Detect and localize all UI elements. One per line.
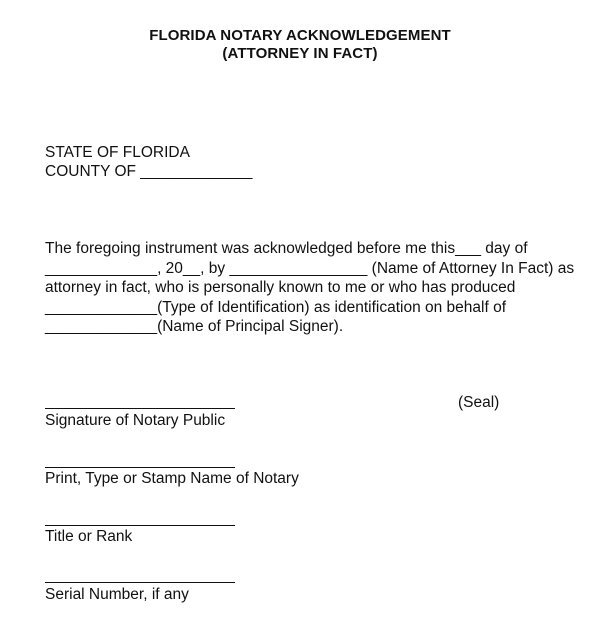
- paragraph-line-2: _____________, 20__, by ________________ (Name of Attorney In Fact) as: [45, 259, 575, 277]
- paragraph-line-5: _____________(Name of Principal Signer).: [45, 318, 344, 335]
- paragraph-line-1: The foregoing instrument was acknowledged before me this___ day of: [45, 240, 528, 257]
- serial-number-line: [45, 582, 235, 583]
- document-subtitle: (ATTORNEY IN FACT): [222, 45, 378, 62]
- document-title: FLORIDA NOTARY ACKNOWLEDGEMENT: [149, 27, 451, 44]
- print-name-line: [45, 467, 235, 468]
- seal-label: (Seal): [458, 394, 500, 411]
- print-name-label: Print, Type or Stamp Name of Notary: [45, 470, 299, 487]
- title-label: Title or Rank: [45, 528, 133, 545]
- state-line: STATE OF FLORIDA: [45, 144, 190, 161]
- title-line: [45, 525, 235, 526]
- signature-line: [45, 408, 235, 409]
- signature-label: Signature of Notary Public: [45, 412, 226, 429]
- serial-number-label: Serial Number, if any: [45, 586, 189, 603]
- acknowledgement-paragraph: [45, 239, 574, 337]
- paragraph-line-4: _____________(Type of Identification) as identification on behalf of: [45, 298, 507, 316]
- paragraph-line-3: attorney in fact, who is personally known to me or who has produced: [45, 279, 516, 296]
- county-line: COUNTY OF _____________: [45, 163, 253, 180]
